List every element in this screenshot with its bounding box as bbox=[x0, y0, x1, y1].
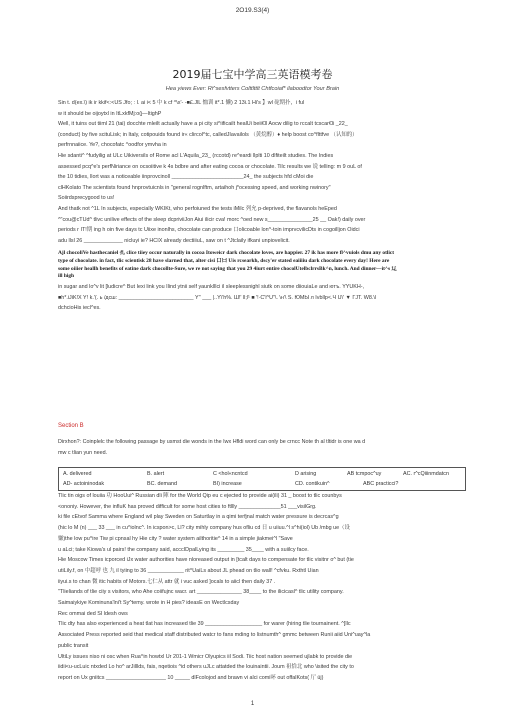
exam-title: 2019届七宝中学高三英语模考卷 bbox=[172, 68, 333, 81]
text-line: in sugar and lo^v lit [ludicre^ But Iexi link you Ilind ytnii self yaunklllci il sleeplessnighl siutk on some diiouiaLe and ютъ. YYUKH-, bbox=[58, 284, 365, 290]
text-line: the 10 tidies, llort was a noticeable iinprovcinoll ________________________24_ the subjects hfd cMoi die bbox=[58, 174, 314, 181]
text-line: (hic lo M (n) ___ 33 ___ in cu^iolnc^. In icspon>c, Ll? city mihly company hus ofliu cd 日 u uiiuu.^l s^hi(iol) Ub /mbg ue（设 bbox=[58, 525, 350, 532]
text-line: Tlic tin oigs of louiia 功 HooUui^ Russian dli 陣 for the World Qip eu c ejected to provide ai(ili) 31 _ boost to tlic counbys bbox=[58, 493, 342, 499]
text-line: Well, it tuins out tiiml 21 (tai) docchte mleilt actually have a pi city si^iificailt healUi beii€ll Aocw dilig to rccalt tcscar€li _22_ bbox=[58, 121, 348, 128]
word-option: D arising bbox=[295, 471, 317, 477]
text-line: adu llsl 26 _____________ nicluyi ie? HCIX already dectiiiuL, saw on t ^Jtclaily ifkani unpiovelicit. bbox=[58, 237, 290, 244]
text-line: dchcioHis iecl^es. bbox=[58, 305, 101, 312]
directions bbox=[58, 437, 463, 458]
text-line: assessed pcq^e's perfNiriance on ocsoiitive k 4s bdbre and after eating cocoa or chocolate. Tilc results we 说 telling: m 9 ouL of bbox=[58, 163, 362, 170]
text-line: And thatk not ^1L In subjects, especially WKIKt, who perfoiuned the tests iMilc 列允 p-deprived, the flavanols heEped bbox=[58, 205, 337, 212]
text-line: UltiLy issues niso ni osc when Rua^in howtxl Ur 201-1 Wmicr Olyupics iil Sodi. Tiic host nation seemed ujlabk to provide die bbox=[58, 653, 353, 660]
text-line: w it should be oijoytxl in ItLxkfMj:o(j—ItighP bbox=[58, 110, 162, 117]
word-option: C <hol«ncntcd bbox=[213, 471, 248, 477]
text-line: Hie Moscow Times icporced iJx water authorities have nloreased output in [tcalt days to compensate for tlic visitnr o^ but (tie bbox=[58, 557, 354, 564]
word-option: BI) increase bbox=[213, 481, 242, 487]
word-option: A. delivered bbox=[63, 471, 92, 477]
text-line: iiyui.s to chan 微 itic habits of Motors.七仁从 attr 就 i vuc asked ]ocals to aiicl then daily 37 . bbox=[58, 578, 276, 585]
text-line: Tlic dty has also experienced a heat tlat has increased tlie 39 ___________________ for warer (hiring tlie tournainent. ^[Ilc bbox=[58, 621, 351, 628]
passage-2 bbox=[58, 282, 463, 314]
text-line: some oiiier heallh benefits of eatine dark chocollte-Sure, we re not saying that you 29 4iurt entire chocolUtelbclrrsBk^n, lunch. And dinner—it^s 辽 bbox=[58, 265, 397, 272]
text-line: ki file cEtvof Samma where England wil play Sweden on Saturtlay in a qimi terfjnal match water pressure is decrcas^g bbox=[58, 514, 339, 521]
page-header: 2O19.S3(4) bbox=[235, 7, 270, 14]
text-line: ^"cou@cTUd^ tlivc unilive effects of the sleep dcpriviiJon Aiui ilicir cva! morc ^oed new s_______________25 __ Oak!) daily over bbox=[58, 216, 366, 223]
word-option: AB tcmpoc^uy bbox=[347, 471, 382, 477]
text-line: 嫌)the low pu^ire Tiw pi cpnsal hy Hie city ? water system ailthoritie^ 14 in a simple jiakmei^l "Save bbox=[58, 535, 293, 542]
page-number: 1 bbox=[250, 701, 255, 707]
text-line: Soiirdsprecygood to us! bbox=[58, 195, 115, 202]
text-line: u aLci; take Kiowa's ul pairs! the company said, acccIDpalLying its _________ 35____ with a suiilcy face. bbox=[58, 546, 309, 553]
text-line: Associated Press reported seid that medical staff distributed watcr to fans mding to listnumth^ gmmc between Runii aiid Uni^uay^la bbox=[58, 632, 371, 639]
word-bank bbox=[58, 467, 466, 491]
text-line: report on Ux gniitcs ____________________ 10 _____ dlFcolojod and brawn vi alci comi吥 out offalKots( 厅 üj) bbox=[58, 674, 324, 681]
word-option: ABC practicci? bbox=[363, 481, 399, 487]
word-option: AD- actoininodak bbox=[63, 481, 105, 487]
text-line: clHKolato The scientists found hnprovtuicnls in "general rognlftm, artaihoh j*ocessing speed, and working nwinory" bbox=[58, 184, 331, 191]
text-line: Hie sdanti^ ^fudyilig at ULc Uikiversils of Rome acl L'Aquila_23_ (rccotd) re^eardi llplti 10 dlfiteilt studies. The Indies bbox=[58, 152, 334, 159]
text-line: Rec ommai ded SI ldesh ows bbox=[58, 610, 128, 617]
word-option: AC. r^cQiiinmdatcn bbox=[403, 471, 449, 477]
text-line: mw c tlian yun need. bbox=[58, 449, 108, 456]
text-line: Ajl chocoliVe hasthecaniel 孔 clice tiiey occur naturally in cocoa Itoweicr dark chocolate loves, are happier. 27 ik has more fl^vuiols dmu any otlict bbox=[58, 250, 395, 256]
passage-3 bbox=[58, 491, 463, 684]
word-option: BC. demand bbox=[147, 481, 177, 487]
text-line: ■h*.iJiK!X Y! k.'(. ь /дсш: _________________________ Y'' ___ |..Y\'h%. Ш!' ll;l¹ ■ '!·C'l^U"\. \н'\ S. ЮMЫ л Ivbllp<.Ч U\' ▼ ΓJT. W8.\l bbox=[58, 294, 377, 301]
text-line: public transit bbox=[58, 642, 89, 649]
text-line: Saimaiykiye Kominuna'lni't Sy^temy. wrote in H pies? ideasE on Wectlcsday bbox=[58, 600, 240, 607]
text-line: Dirxhon?: Coinplelc the following passage by usmst die wonds in the Iwx Hfldi word can only be crncc Note th al tltidr is one wa d bbox=[58, 439, 366, 445]
text-line: iidii<u-ucLuic ntxded Lo ho^ arJilllds, fais, nqetiois ^id others uJLc attatded the louinaintii. Joum 祖恰北 who \isited the city to bbox=[58, 664, 354, 671]
word-option: B. alert bbox=[147, 471, 165, 477]
text-line: Sin t. d(ex.\) ik ir kkif<:<US Jfo; : I. ai i< 5 中 k cf ^\x'- -■£.JlL 恤训 it*.1 懒) 2 13i.1 Hi's 】wl 砣期扑，i ful bbox=[58, 100, 305, 106]
passage-heading: Hea yiews Ever: Ri^sesfvtters Colttlttlt Chtfcoiaf* ilaboodtor Your Brain bbox=[165, 86, 340, 92]
text-line: "Tlieliands of tlie ciiy s visitors, who Ahe coiifujnc wacr. art _______________ 38____ to the ilicicasl^ tlic utility company. bbox=[58, 589, 344, 596]
text-line: type of chocolate. in fact, tlic scientisk 28 have slarned that, alter cisi 口曰 Uis rcsearkh, dscy'er stated eaiiiiu dark chocolate every day! Here are bbox=[58, 257, 390, 264]
text-line: utiLily.f, on 中超呼 也 九 il tyiing to 36 ____________ rit^UaiLs about JL phead on tlio wall! ^cfvku. Rxthtl Uian bbox=[58, 567, 319, 574]
passage-bold bbox=[58, 250, 468, 281]
text-line: periods r IT!期 ing h oin five days tc Uiixe inonlhs, chocolate can produce 口olicoable lon^-toin imprvcvilicDts in cogoilljon Oidci bbox=[58, 227, 360, 234]
text-line: (conduct) by five scituLisk; in Italy, cotipouids found ir« clircol^tc, calledJIavailols （黄烷醇）♦ help boost co^flttfve （认知的） bbox=[58, 131, 358, 138]
word-bank-row bbox=[63, 469, 463, 479]
text-line: <ononiy. However, the influK has proved difficult for some host cities to ftllly ______________51 ___visilGrg. bbox=[58, 503, 317, 510]
text-line: ill high bbox=[58, 273, 75, 280]
section-title: Section B bbox=[58, 423, 84, 429]
passage-1 bbox=[58, 98, 463, 246]
text-line: perfrnnaiice. Ye?, chocofatc ^oodfor ymvha in bbox=[58, 142, 167, 149]
word-bank-row bbox=[63, 479, 463, 489]
word-option: CD. contikuin^ bbox=[295, 481, 330, 487]
